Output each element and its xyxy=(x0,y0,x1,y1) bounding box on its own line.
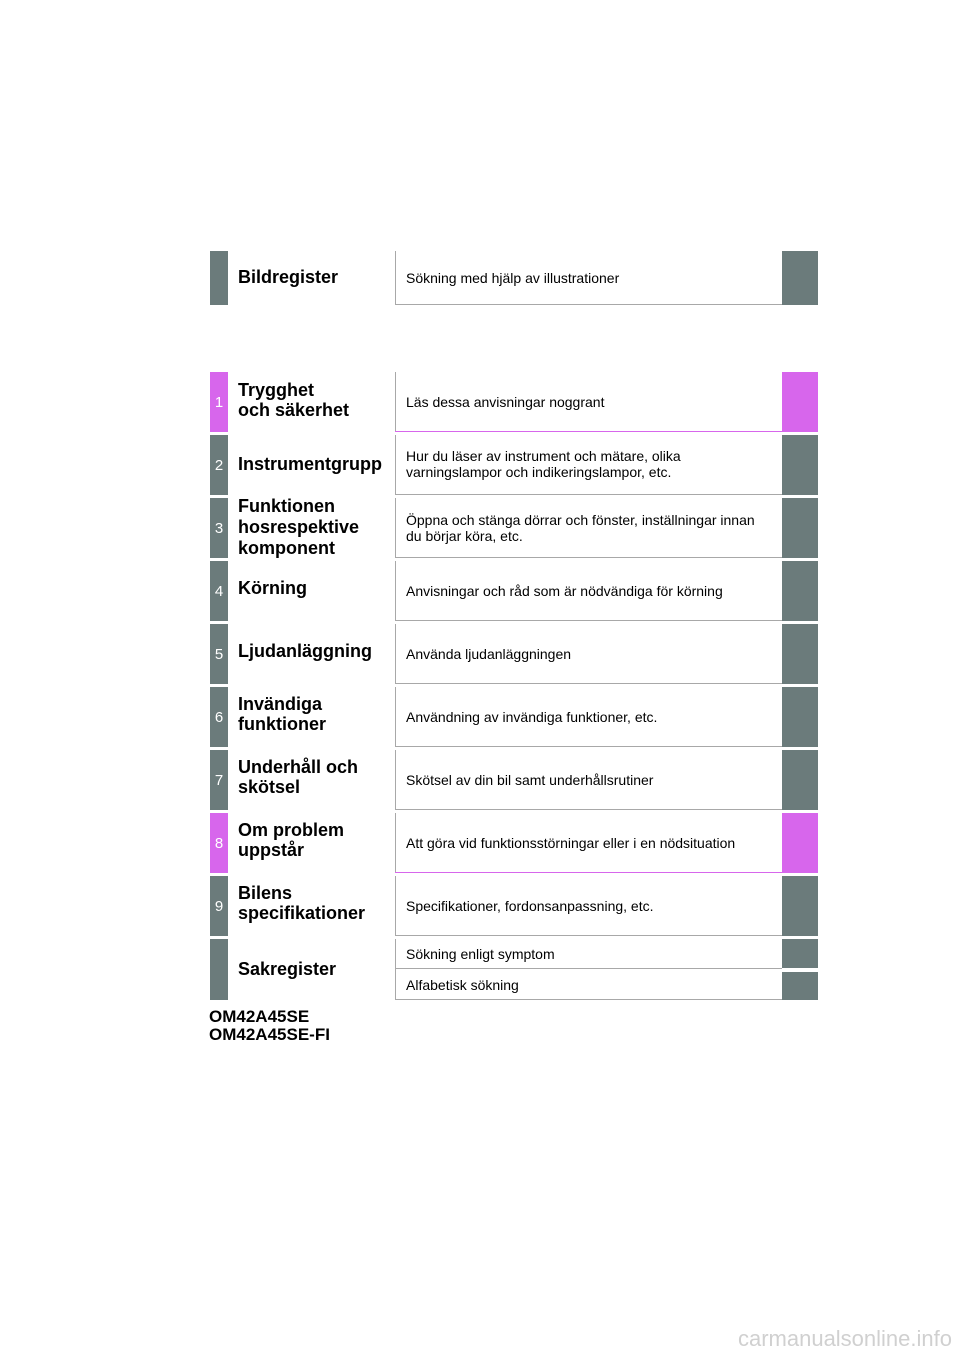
chapter-desc: Läs dessa anvisningar noggrant xyxy=(406,394,605,410)
sakregister-edge-tab-alphabetic[interactable] xyxy=(782,972,818,1000)
bildregister-row[interactable] xyxy=(210,251,818,305)
divider xyxy=(395,750,396,810)
chapter-row-2[interactable] xyxy=(210,435,818,495)
chapter-number-tab: 2 xyxy=(210,435,228,495)
chapter-desc: Specifikationer, fordonsanpassning, etc. xyxy=(406,898,654,914)
divider xyxy=(395,561,396,621)
row-underline xyxy=(395,304,782,305)
chapter-number-tab: 9 xyxy=(210,876,228,936)
chapter-title: Trygghet och säkerhet xyxy=(238,380,350,420)
chapter-row-7[interactable] xyxy=(210,750,818,810)
chapter-title: Underhåll och skötsel xyxy=(238,757,359,797)
chapter-title: Bilens specifikationer xyxy=(238,883,366,923)
chapter-edge-tab[interactable] xyxy=(782,876,818,936)
manual-code-2: OM42A45SE-FI xyxy=(209,1025,330,1044)
chapter-title: Körning xyxy=(238,578,307,598)
bildregister-tab xyxy=(210,251,228,305)
chapter-row-5[interactable] xyxy=(210,624,818,684)
sakregister-title: Sakregister xyxy=(238,959,337,979)
bildregister-title: Bildregister xyxy=(238,267,339,287)
chapter-edge-tab[interactable] xyxy=(782,813,818,873)
chapter-desc: Användning av invändiga funktioner, etc. xyxy=(406,709,658,725)
chapter-edge-tab[interactable] xyxy=(782,435,818,495)
chapter-edge-tab[interactable] xyxy=(782,498,818,558)
chapter-number-tab: 5 xyxy=(210,624,228,684)
divider xyxy=(395,624,396,684)
chapter-desc: Anvisningar och råd som är nödvändiga för körning xyxy=(406,583,723,599)
row-underline xyxy=(395,431,782,432)
row-underline xyxy=(395,620,782,621)
chapter-title: Om problem uppstår xyxy=(238,820,345,860)
manual-code-1: OM42A45SE xyxy=(209,1007,310,1026)
chapter-title: Instrumentgrupp xyxy=(238,454,382,474)
chapter-row-8[interactable] xyxy=(210,813,818,873)
chapter-row-4[interactable] xyxy=(210,561,818,621)
sakregister-desc-alphabetic[interactable]: Alfabetisk sökning xyxy=(406,977,519,993)
row-underline xyxy=(395,968,782,969)
divider xyxy=(395,435,396,495)
chapter-title: Invändiga funktioner xyxy=(238,694,326,734)
divider xyxy=(395,372,396,432)
bildregister-desc: Sökning med hjälp av illustrationer xyxy=(406,270,620,286)
chapter-edge-tab[interactable] xyxy=(782,624,818,684)
divider xyxy=(395,498,396,558)
bildregister-edge-tab[interactable] xyxy=(782,251,818,305)
chapter-title: Ljudanläggning xyxy=(238,641,372,661)
divider xyxy=(395,813,396,873)
row-underline xyxy=(395,683,782,684)
row-underline xyxy=(395,557,782,558)
chapter-desc: Skötsel av din bil samt underhållsrutiner xyxy=(406,772,654,788)
row-underline xyxy=(395,494,782,495)
chapter-desc: Använda ljudanläggningen xyxy=(406,646,572,662)
chapter-row-3[interactable] xyxy=(210,498,818,558)
chapter-row-9[interactable] xyxy=(210,876,818,936)
chapter-desc: Att göra vid funktionsstörningar eller i en nödsituation xyxy=(406,835,736,851)
divider xyxy=(395,939,396,1000)
manual-codes xyxy=(209,1008,330,1044)
chapter-row-1[interactable] xyxy=(210,372,818,432)
row-underline xyxy=(395,999,782,1000)
chapter-row-6[interactable] xyxy=(210,687,818,747)
chapter-desc: Hur du läser av instrument och mätare, olika varningslampor och indikeringslampor, etc. xyxy=(406,448,681,480)
chapter-number-tab: 8 xyxy=(210,813,228,873)
chapter-number-tab: 3 xyxy=(210,498,228,558)
chapter-edge-tab[interactable] xyxy=(782,687,818,747)
divider xyxy=(395,251,396,305)
chapter-number-tab: 1 xyxy=(210,372,228,432)
chapter-edge-tab[interactable] xyxy=(782,561,818,621)
sakregister-row[interactable] xyxy=(210,939,818,1000)
divider xyxy=(395,687,396,747)
sakregister-edge-tab-symptom[interactable] xyxy=(782,939,818,968)
chapter-number-tab: 7 xyxy=(210,750,228,810)
row-underline xyxy=(395,935,782,936)
chapter-edge-tab[interactable] xyxy=(782,372,818,432)
sakregister-desc-symptom[interactable]: Sökning enligt symptom xyxy=(406,946,555,962)
chapter-edge-tab[interactable] xyxy=(782,750,818,810)
chapter-desc: Öppna och stänga dörrar och fönster, inställningar innan du börjar köra, etc. xyxy=(406,512,755,544)
divider xyxy=(395,876,396,936)
chapter-title: Funktionen hosrespektive komponent xyxy=(238,496,360,558)
row-underline xyxy=(395,746,782,747)
row-underline xyxy=(395,809,782,810)
row-underline xyxy=(395,872,782,873)
sakregister-tab xyxy=(210,939,228,1000)
chapter-number-tab: 4 xyxy=(210,561,228,621)
footer-watermark: carmanualsonline.info xyxy=(737,1326,952,1351)
chapter-number-tab: 6 xyxy=(210,687,228,747)
